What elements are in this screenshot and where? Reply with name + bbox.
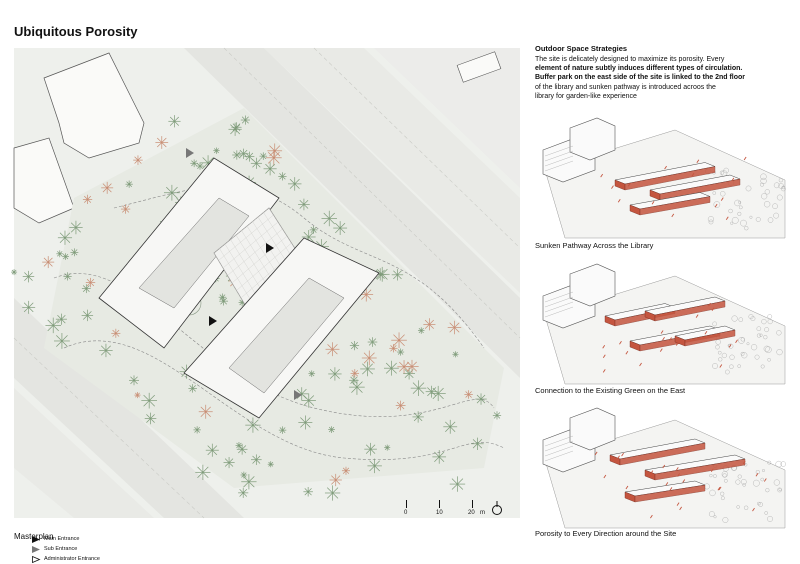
tree-icon: [101, 182, 113, 194]
tree-icon: [259, 152, 267, 160]
scale-unit: m: [480, 510, 485, 516]
tree-icon: [199, 405, 213, 419]
tree-icon: [133, 155, 143, 165]
tree-icon: [195, 465, 210, 480]
tree-icon: [42, 256, 54, 268]
tree-icon: [238, 488, 248, 498]
tree-icon: [288, 177, 302, 191]
tree-icon: [11, 269, 17, 275]
tree-icon: [245, 417, 260, 432]
caption-green-connection: Connection to the Existing Green on the East: [535, 386, 686, 395]
tree-icon: [23, 271, 34, 282]
tree-icon: [70, 248, 78, 256]
tree-icon: [330, 474, 342, 486]
tree-icon: [326, 342, 340, 356]
tree-icon: [452, 351, 458, 357]
tree-icon: [58, 231, 72, 245]
tree-icon: [111, 329, 120, 338]
tree-icon: [134, 392, 140, 398]
tree-icon: [141, 393, 157, 409]
caption-sunken-pathway: Sunken Pathway Across the Library: [535, 241, 654, 250]
tree-icon: [471, 438, 483, 450]
tree-icon: [188, 384, 197, 393]
tree-icon: [342, 467, 350, 475]
tree-icon: [251, 158, 262, 169]
tree-icon: [464, 390, 472, 398]
tree-icon: [450, 476, 465, 491]
legend-admin-entrance: Administrator Entrance: [32, 554, 100, 564]
tree-icon: [350, 341, 359, 350]
tree-icon: [392, 269, 403, 280]
tree-icon: [302, 393, 316, 407]
tree-icon: [391, 332, 407, 348]
tree-icon: [278, 172, 286, 180]
tree-icon: [196, 162, 203, 169]
tree-icon: [418, 327, 425, 334]
tree-icon: [268, 461, 274, 467]
tree-icon: [240, 472, 247, 479]
tree-icon: [62, 253, 69, 260]
axon-diagram-sunken-pathway: [535, 110, 791, 238]
scale-bar: [404, 500, 504, 520]
tree-icon: [443, 420, 457, 434]
tree-icon: [206, 444, 219, 457]
tree-icon: [298, 415, 312, 429]
tree-icon: [325, 485, 340, 500]
tree-icon: [384, 361, 399, 376]
tree-icon: [423, 318, 435, 330]
tree-icon: [493, 411, 501, 419]
tree-icon: [129, 375, 139, 385]
page-title: Ubiquitous Porosity: [14, 24, 138, 39]
admin-entrance-arrow-icon: [32, 556, 40, 563]
tree-icon: [349, 379, 365, 395]
tree-icon: [164, 185, 180, 201]
tree-icon: [267, 143, 282, 158]
axon-diagram-green-connection: [535, 256, 791, 384]
caption-porosity: Porosity to Every Direction around the Site: [535, 529, 677, 538]
tree-icon: [411, 380, 427, 396]
tree-icon: [328, 426, 335, 433]
tree-icon: [63, 272, 71, 280]
tree-icon: [349, 376, 358, 385]
tree-icon: [368, 337, 378, 347]
tree-icon: [364, 443, 377, 456]
masterplan-svg: [14, 48, 520, 518]
tree-icon: [145, 413, 157, 425]
tree-icon: [303, 487, 313, 497]
tree-icon: [367, 459, 381, 473]
tree-icon: [219, 293, 226, 300]
axon-diagram-porosity: [535, 400, 791, 528]
tree-icon: [236, 442, 243, 449]
tree-icon: [82, 284, 91, 293]
scale-label-10: 10: [436, 510, 443, 516]
tree-icon: [321, 211, 336, 226]
tree-icon: [83, 195, 92, 204]
strategies-panel: [535, 44, 791, 101]
strategies-heading: Outdoor Space Strategies: [535, 44, 628, 53]
tree-icon: [432, 450, 446, 464]
tree-icon: [213, 148, 219, 154]
tree-icon: [228, 123, 241, 136]
tree-icon: [333, 221, 347, 235]
tree-icon: [308, 370, 315, 377]
tree-icon: [448, 321, 462, 335]
tree-icon: [328, 367, 341, 380]
tree-icon: [54, 333, 70, 349]
tree-icon: [475, 393, 486, 404]
strategies-description: The site is delicately designed to maximize its porosity. Every element of nature subtly induces different types of circulation. Buffer park on the east side of the site is linked to the 2nd floor of the library and sunken pathway is introduced acroos the library for garden-like experience: [535, 56, 746, 100]
tree-icon: [251, 454, 262, 465]
tree-icon: [264, 162, 277, 175]
tree-icon: [193, 426, 200, 433]
tree-icon: [99, 344, 112, 357]
tree-icon: [45, 318, 61, 334]
tree-icon: [279, 426, 286, 433]
sub-entrance-arrow-icon: [32, 546, 40, 553]
legend-main-entrance: Main Entrance: [32, 534, 100, 544]
tree-icon: [362, 351, 377, 366]
tree-icon: [298, 199, 310, 211]
tree-icon: [397, 348, 404, 355]
tree-icon: [82, 310, 93, 321]
legend-sub-entrance: Sub Entrance: [32, 544, 100, 554]
scale-label-0: 0: [404, 510, 408, 516]
tree-icon: [86, 278, 95, 287]
tree-icon: [223, 457, 234, 468]
scale-label-20: 20: [468, 510, 475, 516]
tree-icon: [405, 360, 418, 373]
tree-icon: [69, 221, 82, 234]
tree-icon: [396, 401, 406, 411]
tree-icon: [241, 115, 250, 124]
tree-icon: [232, 150, 241, 159]
tree-icon: [360, 362, 375, 377]
tree-icon: [431, 386, 446, 401]
tree-icon: [238, 149, 248, 159]
tree-icon: [310, 226, 318, 234]
tree-icon: [22, 301, 35, 314]
tree-icon: [384, 445, 390, 451]
tree-icon: [56, 250, 63, 257]
tree-icon: [155, 136, 168, 149]
tree-icon: [412, 411, 423, 422]
tree-icon: [125, 181, 132, 188]
tree-icon: [426, 386, 438, 398]
tree-icon: [266, 150, 282, 166]
north-arrow-icon: [491, 500, 503, 516]
tree-icon: [121, 204, 130, 213]
masterplan-caption: Masterplan: [14, 532, 54, 541]
tree-icon: [351, 369, 359, 377]
tree-icon: [56, 314, 67, 325]
tree-icon: [168, 115, 180, 127]
